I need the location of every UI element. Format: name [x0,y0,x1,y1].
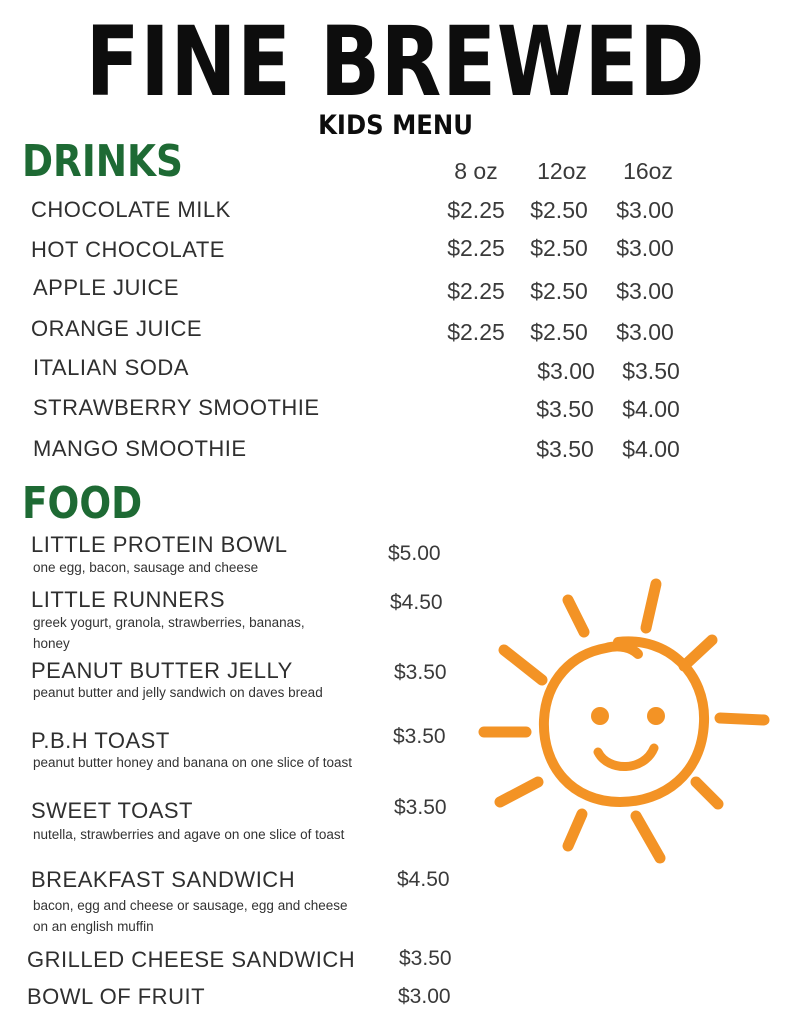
food-name: BOWL OF FRUIT [27,984,206,1009]
drink-price: $3.50 [536,436,594,462]
smiling-sun-icon [470,570,780,870]
food-name: SWEET TOAST [31,798,193,823]
drink-price: $2.25 [447,197,505,223]
drink-price: $2.25 [447,278,505,304]
food-heading: FOOD [22,478,143,529]
drink-price: $3.00 [616,197,674,223]
drink-price: $4.00 [622,396,680,422]
drink-price: $3.00 [616,278,674,304]
drink-price: $2.25 [447,319,505,345]
food-name: BREAKFAST SANDWICH [31,867,296,892]
food-price: $4.50 [397,868,450,891]
drink-price: $3.00 [616,235,674,261]
food-name: PEANUT BUTTER JELLY [31,658,293,683]
drinks-heading: DRINKS [22,136,183,187]
food-description: bacon, egg and cheese or sausage, egg and cheese on an english muffin [33,898,348,934]
food-description: greek yogurt, granola, strawberries, bananas, honey [33,615,305,651]
drink-price: $4.00 [622,436,680,462]
food-price: $3.50 [399,947,452,970]
food-description: peanut butter honey and banana on one slice of toast [33,755,352,770]
food-description: one egg, bacon, sausage and cheese [33,560,259,575]
food-name: GRILLED CHEESE SANDWICH [27,947,356,972]
food-price: $3.50 [394,661,447,684]
size-header-12oz: 12oz [537,158,587,184]
drink-name: STRAWBERRY SMOOTHIE [33,395,320,420]
drink-price: $2.50 [530,278,588,304]
food-description: nutella, strawberries and agave on one slice of toast [33,827,345,842]
drink-price: $2.50 [530,197,588,223]
drink-price: $2.25 [447,235,505,261]
food-price: $3.50 [393,725,446,748]
drink-name: HOT CHOCOLATE [31,237,225,262]
drink-price: $2.50 [530,319,588,345]
size-header-8oz: 8 oz [454,158,498,184]
food-price: $5.00 [388,542,441,565]
food-price: $4.50 [390,591,443,614]
menu-title: FINE BREWED [85,6,706,118]
food-name: P.B.H TOAST [31,728,170,753]
food-price: $3.00 [398,985,451,1008]
drink-name: ORANGE JUICE [31,316,203,341]
drink-price: $3.50 [536,396,594,422]
drink-price: $3.50 [622,358,680,384]
drink-name: CHOCOLATE MILK [31,197,231,222]
drink-price: $3.00 [537,358,595,384]
drink-price: $3.00 [616,319,674,345]
drink-name: ITALIAN SODA [33,355,189,380]
food-name: LITTLE RUNNERS [31,587,226,612]
food-price: $3.50 [394,796,447,819]
drink-name: APPLE JUICE [33,275,180,300]
food-name: LITTLE PROTEIN BOWL [31,532,288,557]
food-description: peanut butter and jelly sandwich on daves bread [33,685,323,700]
menu-subtitle: KIDS MENU [318,110,473,141]
drink-name: MANGO SMOOTHIE [33,436,247,461]
size-header-16oz: 16oz [623,158,673,184]
drink-price: $2.50 [530,235,588,261]
